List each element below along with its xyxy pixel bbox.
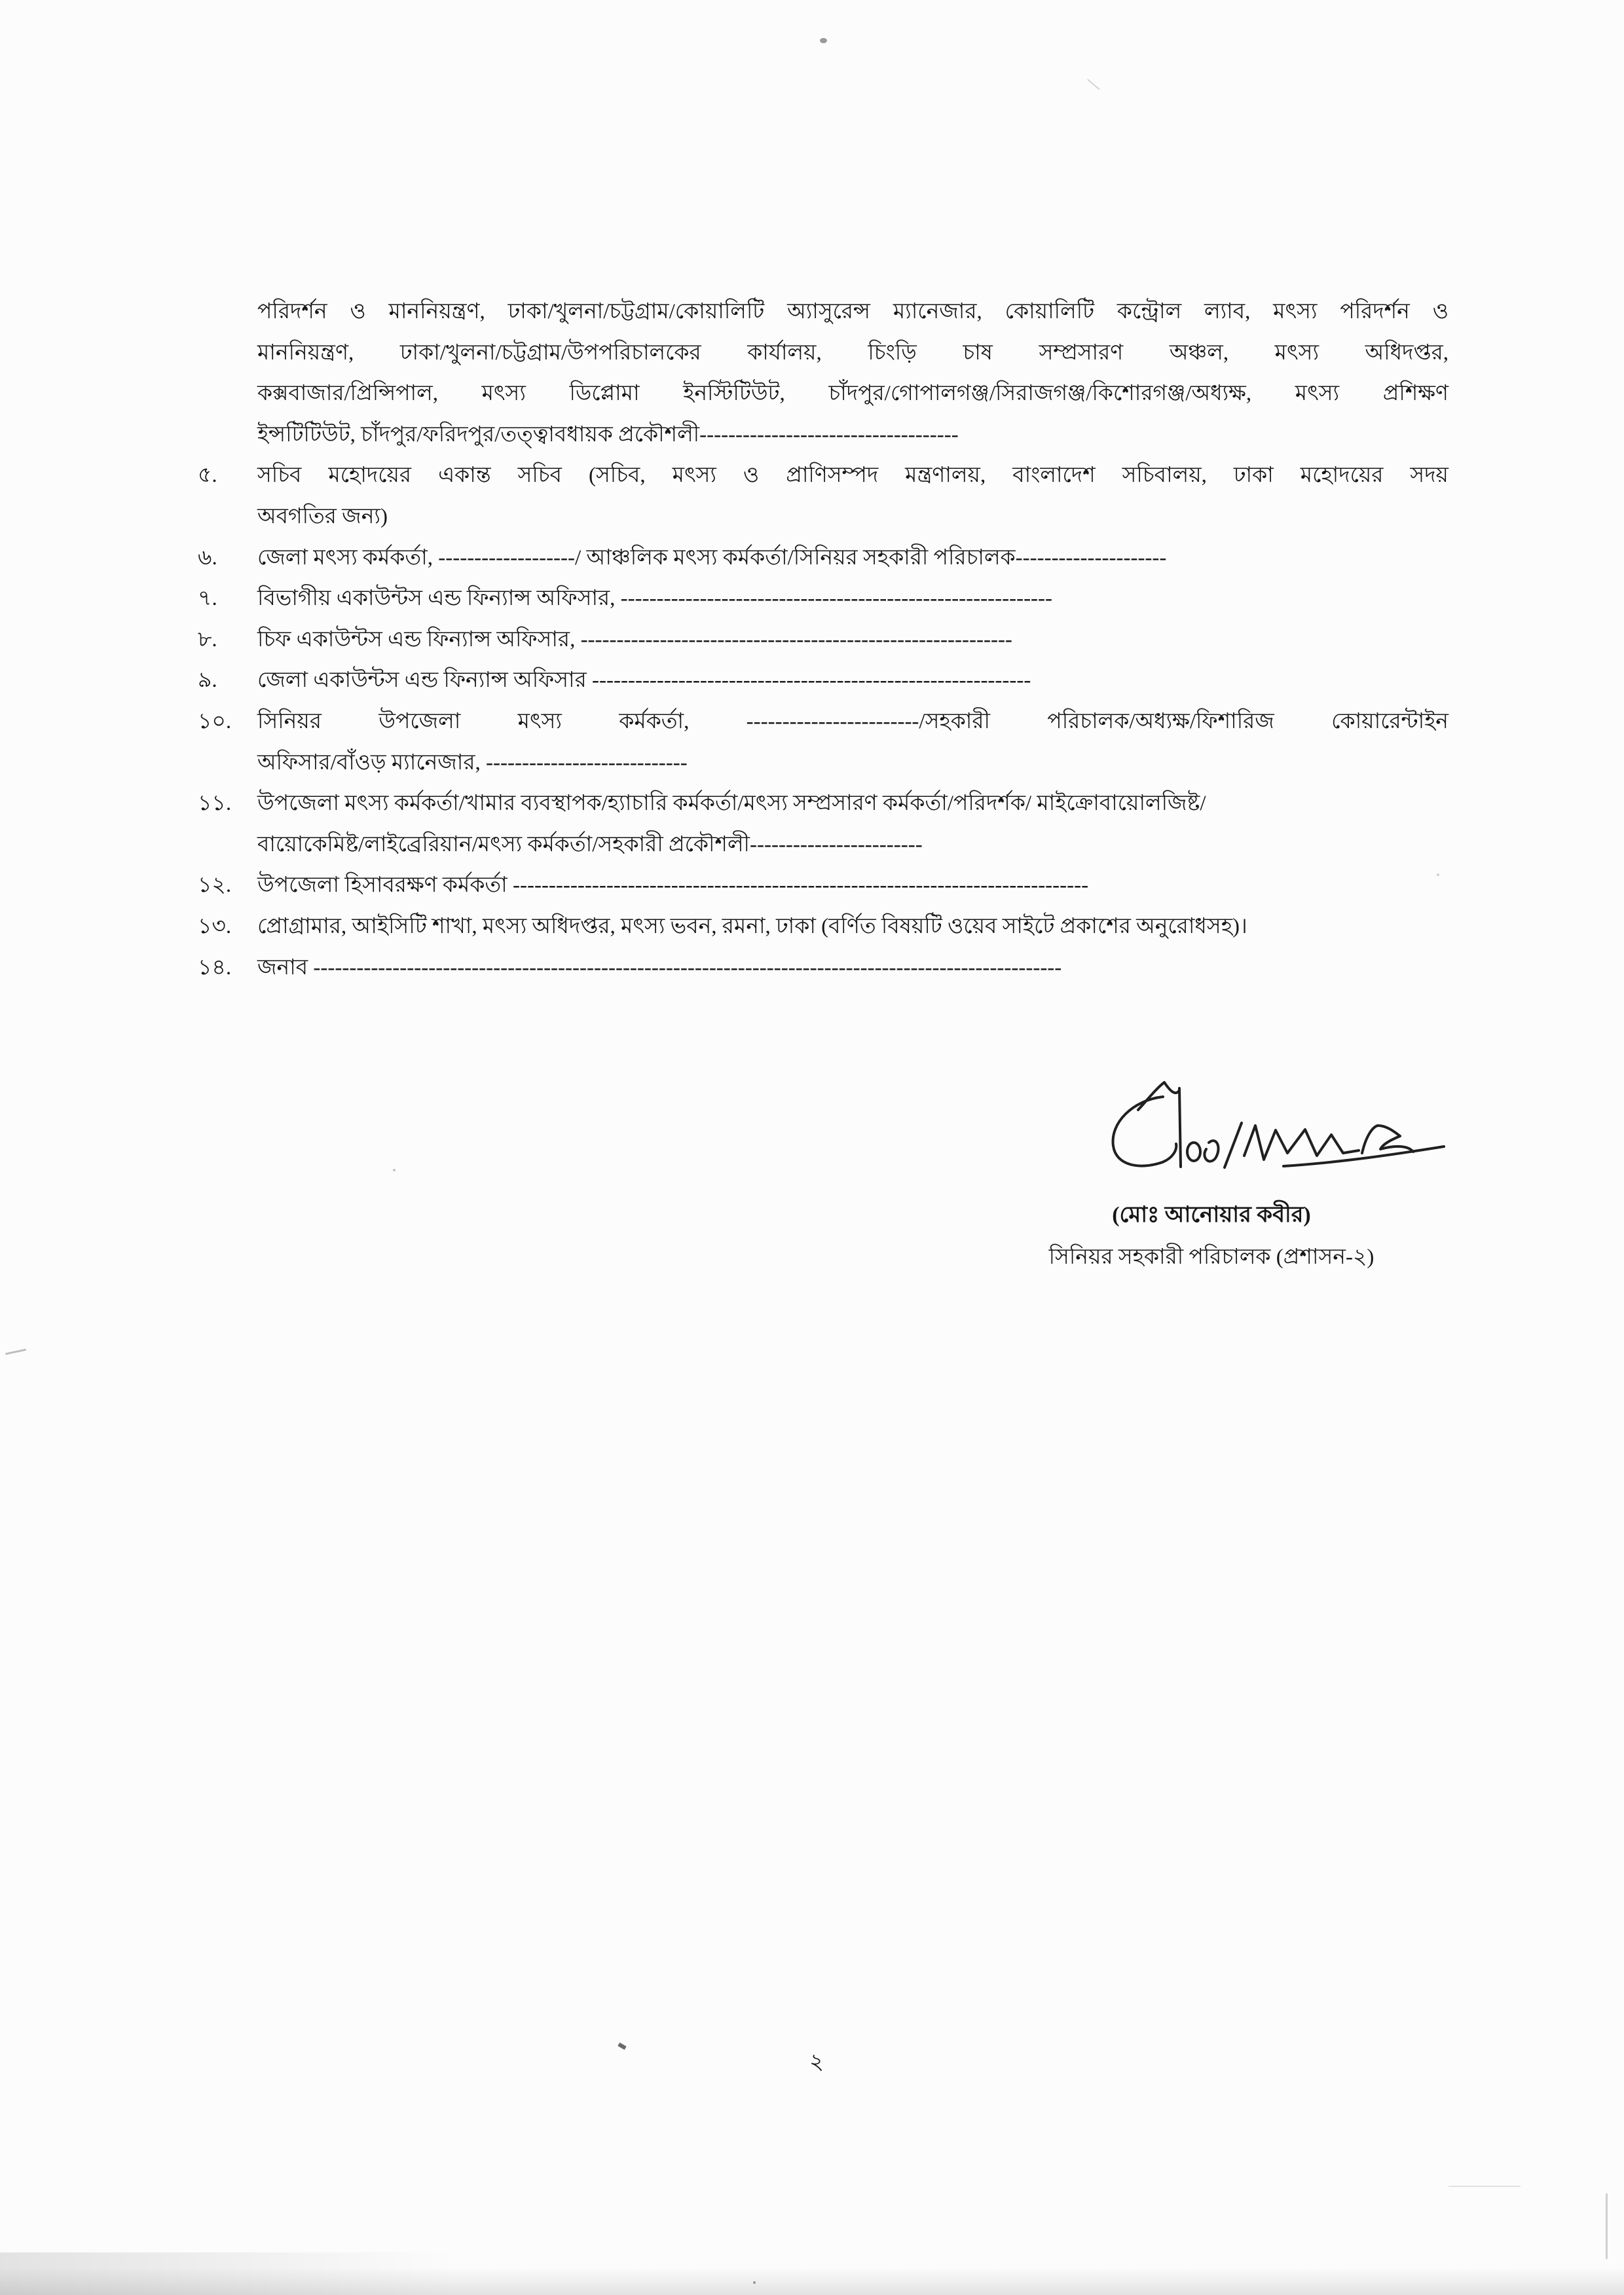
item-line: সিনিয়র উপজেলা মৎস্য কর্মকর্তা, ------------------------/সহকারী পরিচালক/অধ্যক্ষ/ফিশারিজ কোয়ারেন্টাইন (257, 709, 1449, 733)
item-line: উপজেলা মৎস্য কর্মকর্তা/খামার ব্যবস্থাপক/হ্যাচারি কর্মকর্তা/মৎস্য সম্প্রসারণ কর্মকর্তা/পরিদর্শক/ মাইক্রোবায়োলজিষ্ট/ (257, 792, 1206, 816)
signature-stroke (1244, 1126, 1359, 1160)
item-number: ৮. (198, 627, 217, 652)
handwritten-signature (976, 1071, 1447, 1194)
item-line: বায়োকেমিষ্ট/লাইব্রেরিয়ান/মৎস্য কর্মকর্তা/সহকারী প্রকৌশলী------------------------ (257, 832, 923, 856)
recipient-item (198, 701, 1449, 783)
recipient-item (198, 578, 1449, 619)
signer-name: (মোঃ আনোয়ার কবীর) (1112, 1203, 1311, 1228)
paragraph-line: পরিদর্শন ও মাননিয়ন্ত্রণ, ঢাকা/খুলনা/চট্টগ্রাম/কোয়ালিটি অ্যাসুরেন্স ম্যানেজার, কোয়ালিটি কন্ট্রোল ল্যাব, মৎস্য পরিদর্শন ও (257, 300, 1449, 323)
paragraph-line: মাননিয়ন্ত্রণ, ঢাকা/খুলনা/চট্টগ্রাম/উপপরিচালকের কার্যালয়, চিংড়ি চাষ সম্প্রসারণ অঞ্চল, মৎস্য অধিদপ্তর, (257, 340, 1449, 365)
recipient-item (198, 619, 1449, 661)
document-body (198, 291, 1449, 1278)
item-number: ৫. (198, 464, 217, 488)
item-number: ৬. (198, 545, 217, 570)
signature-stroke (1179, 1088, 1181, 1167)
scan-mark (1606, 2194, 1608, 2259)
signature-stroke (1362, 1126, 1413, 1153)
signature-stroke (1225, 1123, 1242, 1167)
item-number: ১৩. (198, 914, 232, 938)
item-number: ১০. (198, 709, 232, 733)
item-line: বিভাগীয় একাউন্টস এন্ড ফিন্যান্স অফিসার, ------------------------------------------------------------ (257, 587, 1053, 611)
scan-mark (1449, 2186, 1521, 2187)
item-text (257, 865, 1449, 906)
item-line: জনাব -------------------------------------------------------------------------------------------------------- (257, 955, 1062, 980)
signature-stroke (1187, 1143, 1200, 1161)
item-line: প্রোগ্রামার, আইসিটি শাখা, মৎস্য অধিদপ্তর, মৎস্য ভবন, রমনা, ঢাকা (বর্ণিত বিষয়টি ওয়েব সাইটে প্রকাশের অনুরোধসহ)। (257, 914, 1247, 938)
item-text (257, 783, 1449, 865)
item-line: উপজেলা হিসাবরক্ষণ কর্মকর্তা -------------------------------------------------------------------------------- (257, 873, 1089, 898)
page-number: ২ (809, 2050, 824, 2074)
item-text (257, 578, 1449, 619)
item-number: ১৪. (198, 955, 232, 980)
item-text (257, 538, 1449, 579)
item-text (257, 947, 1449, 989)
item-text (257, 660, 1449, 701)
recipient-item (198, 783, 1449, 865)
recipient-item (198, 906, 1449, 947)
item-number: ১১. (198, 792, 232, 816)
signer-designation: সিনিয়র সহকারী পরিচালক (প্রশাসন-২) (1048, 1245, 1375, 1270)
scan-mark (1087, 79, 1100, 90)
paragraph-line: কক্সবাজার/প্রিন্সিপাল, মৎস্য ডিপ্লোমা ইনস্টিটিউট, চাঁদপুর/গোপালগঞ্জ/সিরাজগঞ্জ/কিশোরগঞ্জ/অধ্যক্ষ, মৎস্য প্রশিক্ষণ (257, 382, 1449, 406)
signature-stroke (1204, 1141, 1218, 1161)
recipient-item (198, 660, 1449, 701)
recipient-item (198, 538, 1449, 579)
signature-stroke (1113, 1097, 1177, 1166)
item-line: অবগতির জন্য) (257, 504, 388, 528)
item-number: ৯. (198, 669, 217, 693)
paragraph-line: ইন্সটিটিউট, চাঁদপুর/ফরিদপুর/তত্ত্বাবধায়ক প্রকৌশলী------------------------------------ (257, 422, 959, 447)
item-text (257, 701, 1449, 783)
recipient-item (198, 947, 1449, 989)
item-line: সচিব মহোদয়ের একান্ত সচিব (সচিব, মৎস্য ও প্রাণিসম্পদ মন্ত্রণালয়, বাংলাদেশ সচিবালয়, ঢাকা মহোদয়ের সদয় (257, 464, 1449, 488)
continuation-paragraph (257, 291, 1449, 455)
scan-mark (5, 1349, 26, 1355)
signature-block (976, 1071, 1447, 1278)
item-line: জেলা মৎস্য কর্মকর্তা, -------------------/ আঞ্চলিক মৎস্য কর্মকর্তা/সিনিয়র সহকারী পরিচালক--------------------- (257, 545, 1167, 570)
item-line: জেলা একাউন্টস এন্ড ফিন্যান্স অফিসার ------------------------------------------------------------- (257, 669, 1031, 693)
item-number: ৭. (198, 587, 217, 611)
item-line: চিফ একাউন্টস এন্ড ফিন্যান্স অফিসার, ------------------------------------------------------------ (257, 627, 1012, 652)
item-number: ১২. (198, 873, 232, 898)
scan-speck (820, 38, 827, 43)
recipient-item (198, 865, 1449, 906)
scan-mark (618, 2042, 626, 2049)
item-text (257, 455, 1449, 537)
item-text (257, 619, 1449, 661)
recipient-item (198, 455, 1449, 537)
item-text (257, 906, 1449, 947)
item-line: অফিসার/বাঁওড় ম্যানেজার, ---------------------------- (257, 750, 688, 775)
scan-shadow (0, 2267, 1624, 2295)
